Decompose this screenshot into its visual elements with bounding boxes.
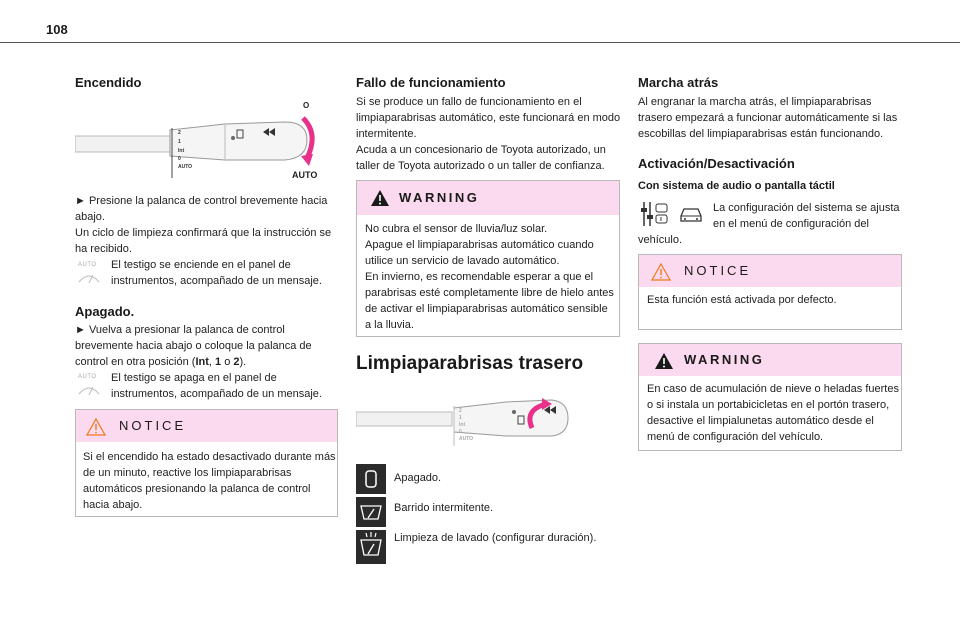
stalk-illustration-front	[75, 100, 325, 182]
off-indicator-line-2: instrumentos, acompañado de un mensaje.	[111, 388, 322, 400]
car-icon	[677, 204, 705, 229]
on-line-4: ha recibido.	[75, 243, 132, 255]
off-indicator-line-1: El testigo se apaga en el panel de	[111, 372, 277, 384]
header-rule	[0, 42, 960, 43]
fault-line-3: intermitente.	[356, 128, 417, 140]
rear-stalk-position-2: 2	[459, 408, 462, 414]
section-title-reverse: Marcha atrás	[638, 75, 719, 90]
warning-2-line-3: desactive el limpialunetas automático desde el	[647, 415, 874, 427]
notice-warning-icon-2	[651, 263, 671, 281]
warning-line-5: parabrisas esté completamente libre de hielo antes	[365, 287, 614, 299]
stalk-position-auto: AUTO	[178, 164, 193, 170]
section-title-activation: Activación/Desactivación	[638, 156, 795, 171]
warning-2-line-4: menú de configuración del vehículo.	[647, 431, 824, 443]
off-sep-2: o	[221, 356, 234, 368]
activation-line-3: vehículo.	[638, 234, 683, 246]
auto-indicator-icon: AUTO	[78, 262, 97, 268]
mode-wash-icon	[356, 530, 386, 564]
warning-icon	[370, 189, 390, 207]
warning-band-2	[639, 344, 901, 376]
off-line-3-pre: control en otra posición (	[75, 356, 196, 368]
activation-line-2: en el menú de configuración del	[713, 218, 869, 230]
section-title-fault: Fallo de funcionamiento	[356, 75, 506, 90]
warning-line-7: a la lluvia.	[365, 319, 414, 331]
fault-line-1: Si se produce un fallo de funcionamiento en el	[356, 96, 582, 108]
reverse-line-2: trasero empezará a funcionar automáticamente si las	[638, 112, 898, 124]
notice-warning-icon	[86, 418, 106, 436]
fault-line-5: taller de Toyota autorizado o un taller de confianza.	[356, 160, 605, 172]
notice-band	[76, 410, 337, 442]
warning-line-2: Apague el limpiaparabrisas automático cuando	[365, 239, 594, 251]
notice-band-2	[639, 255, 901, 287]
notice-box-2	[638, 254, 902, 330]
mode-intermittent-label: Barrido intermitente.	[394, 502, 494, 514]
warning-2-line-1: En caso de acumulación de nieve o heladas fuertes	[647, 383, 899, 395]
stalk-illustration-rear	[356, 388, 576, 450]
activation-line-1: La configuración del sistema se ajusta	[713, 202, 900, 214]
mode-off-label: Apagado.	[394, 472, 442, 484]
wiper-indicator-icon	[77, 270, 101, 289]
stalk-position-0: 0	[178, 156, 181, 162]
mode-intermittent-icon	[356, 497, 386, 527]
stalk-label-o: O	[303, 101, 310, 110]
warning-line-4: En invierno, es recomendable esperar a que el	[365, 271, 594, 283]
on-line-2: abajo.	[75, 211, 105, 223]
notice-2-line-1: Esta función está activada por defecto.	[647, 294, 837, 306]
mode-wash-label: Limpieza de lavado (configurar duración).	[394, 532, 597, 544]
warning-line-1: No cubra el sensor de lluvia/luz solar.	[365, 223, 548, 235]
stalk-label-auto: AUTO	[292, 170, 318, 180]
warning-box-2	[638, 343, 902, 451]
notice-line-3: automáticos presionando la palanca de control	[83, 483, 311, 495]
stalk-position-1: 1	[178, 139, 181, 145]
notice-box-1	[75, 409, 338, 517]
off-line-2: brevemente hacia abajo o coloque la palanca de	[75, 340, 312, 352]
on-line-3: Un ciclo de limpieza confirmará que la instrucción se	[75, 227, 332, 239]
notice-title: NOTICE	[119, 418, 187, 433]
on-line-1: ► Presione la palanca de control brevemente hacia	[75, 195, 328, 207]
off-line-3	[75, 355, 246, 371]
warning-2-line-2: o si instala un portabicicletas en el portón trasero,	[647, 399, 890, 411]
warning-box-1	[356, 180, 620, 337]
auto-indicator-icon-2: AUTO	[78, 374, 97, 380]
warning-line-3: utilice un servicio de lavado automático.	[365, 255, 560, 267]
warning-title: WARNING	[399, 190, 480, 205]
rear-stalk-position-0: 0	[459, 429, 462, 435]
subtitle-audio: Con sistema de audio o pantalla táctil	[638, 180, 835, 192]
section-title-on: Encendido	[75, 75, 142, 90]
page-number: 108	[46, 22, 68, 37]
off-line-1: ► Vuelva a presionar la palanca de control	[75, 324, 285, 336]
section-title-rear: Limpiaparabrisas trasero	[356, 353, 584, 374]
rear-stalk-position-int: Int	[459, 422, 466, 428]
off-pos-int: Int	[195, 356, 209, 368]
notice-title-2: NOTICE	[684, 263, 752, 278]
wiper-indicator-icon-2	[77, 382, 101, 401]
fault-line-4: Acuda a un concesionario de Toyota autorizado, un	[356, 144, 606, 156]
stalk-drawing	[75, 100, 325, 182]
settings-sliders-icon	[640, 200, 670, 233]
warning-band	[357, 181, 619, 215]
fault-line-2: limpiaparabrisas automático, este funcionará en modo	[356, 112, 621, 124]
rear-stalk-position-1: 1	[459, 415, 462, 421]
stalk-position-int: Int	[178, 148, 185, 154]
section-title-off: Apagado.	[75, 304, 135, 319]
stalk-position-2: 2	[178, 130, 181, 136]
on-indicator-line-1: El testigo se enciende en el panel de	[111, 259, 291, 271]
off-pos-2: 2	[233, 356, 240, 368]
off-line-3-post: ).	[239, 356, 247, 368]
notice-line-4: hacia abajo.	[83, 499, 143, 511]
off-sep-1: ,	[208, 356, 216, 368]
on-indicator-line-2: instrumentos, acompañado de un mensaje.	[111, 275, 322, 287]
mode-off-icon	[356, 464, 386, 494]
warning-line-6: de activar el limpiaparabrisas automático sensible	[365, 303, 608, 315]
rear-stalk-position-auto: AUTO	[459, 436, 474, 442]
notice-line-2: de un minuto, reactive los limpiaparabrisas	[83, 467, 292, 479]
reverse-line-1: Al engranar la marcha atrás, el limpiaparabrisas	[638, 96, 872, 108]
off-pos-1: 1	[215, 356, 222, 368]
notice-line-1: Si el encendido ha estado desactivado durante más	[83, 451, 336, 463]
warning-title-2: WARNING	[684, 352, 765, 367]
reverse-line-3: escobillas del limpiaparabrisas están funcionando.	[638, 128, 884, 140]
warning-icon-2	[654, 352, 674, 370]
